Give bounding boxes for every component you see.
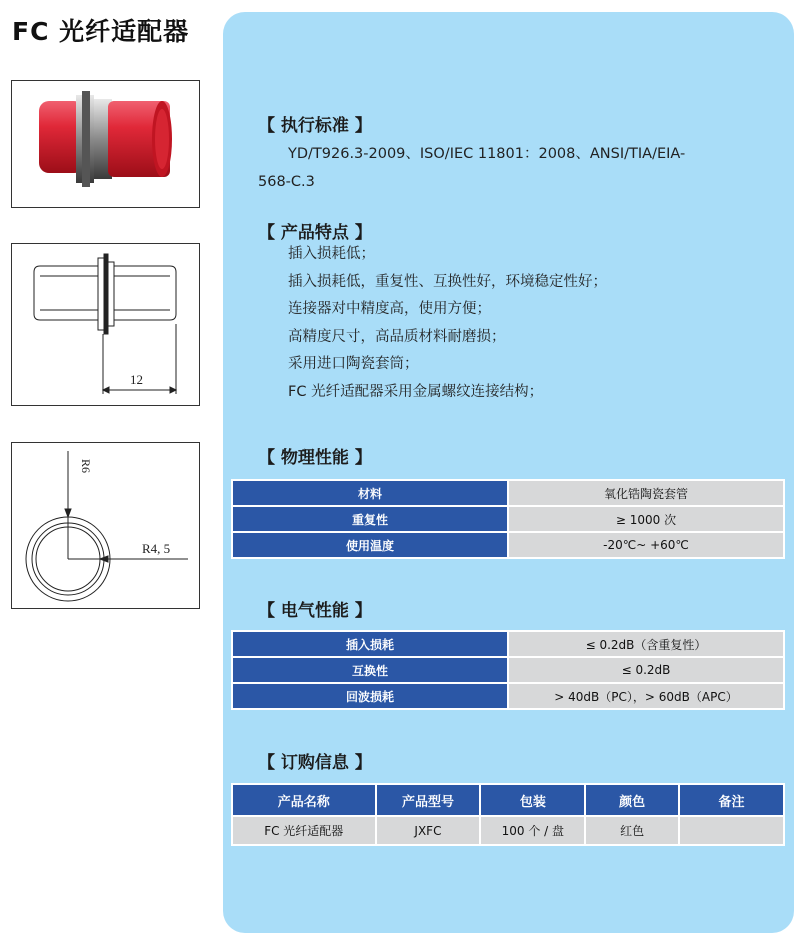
feature-item: 采用进口陶瓷套筒； [288,356,419,372]
column-header: 颜色 [585,784,679,816]
page-title: FC 光纤适配器 [12,17,190,46]
ordering-table [231,783,785,846]
column-header: 产品型号 [376,784,481,816]
feature-item: 连接器对中精度高，使用方便； [288,301,491,317]
ordering-title: 【 订购信息 】 [258,753,372,773]
table-value: ≤ 0.2dB（含重复性） [508,631,784,657]
column-header: 产品名称 [232,784,376,816]
feature-item: FC 光纤适配器采用金属螺纹连接结构； [288,383,544,400]
table-value: > 40dB（PC），> 60dB（APC） [508,683,784,709]
electrical-title: 【 电气性能 】 [258,601,372,621]
physical-title: 【 物理性能 】 [258,448,372,468]
column-header: 包装 [480,784,585,816]
physical-table [231,479,785,559]
feature-item: 插入损耗低，重复性、互换性好，环境稳定性好； [288,273,607,290]
table-row [232,532,784,558]
feature-item: 插入损耗低； [288,246,375,262]
table-label: 互换性 [232,657,508,683]
end-view-drawing [11,442,200,609]
table-label: 回波损耗 [232,683,508,709]
table-label: 使用温度 [232,532,508,558]
table-cell: 红色 [585,816,679,845]
table-cell: JXFC [376,816,481,845]
table-label: 材料 [232,480,508,506]
dim-length-label: 12 [130,372,143,387]
electrical-table [231,630,785,710]
table-cell: FC 光纤适配器 [232,816,376,845]
product-photo [11,80,200,208]
column-header: 备注 [679,784,784,816]
standards-text [258,140,783,196]
table-header-row [232,784,784,816]
table-row [232,816,784,845]
table-row [232,657,784,683]
table-value: ≥ 1000 次 [508,506,784,532]
table-label: 插入损耗 [232,631,508,657]
table-cell [679,816,784,845]
dim-r6-label: R6 [79,459,93,474]
standards-line-1: YD/T926.3-2009、ISO/IEC 11801：2008、ANSI/TIA/EIA- [288,146,686,162]
table-row [232,631,784,657]
table-value: -20℃~ +60℃ [508,532,784,558]
table-label: 重复性 [232,506,508,532]
table-value: ≤ 0.2dB [508,657,784,683]
features-title: 【 产品特点 】 [258,223,372,243]
side-dimension-drawing [11,243,200,406]
features-list [288,240,607,405]
table-row [232,480,784,506]
table-value: 氧化锆陶瓷套管 [508,480,784,506]
dim-r45-label: R4, 5 [142,541,171,556]
feature-item: 高精度尺寸，高品质材料耐磨损； [288,328,506,345]
standards-title: 【 执行标准 】 [258,116,372,136]
table-row [232,683,784,709]
table-row [232,506,784,532]
standards-line-2: 568-C.3 [258,174,315,190]
table-cell: 100 个 / 盘 [480,816,585,845]
